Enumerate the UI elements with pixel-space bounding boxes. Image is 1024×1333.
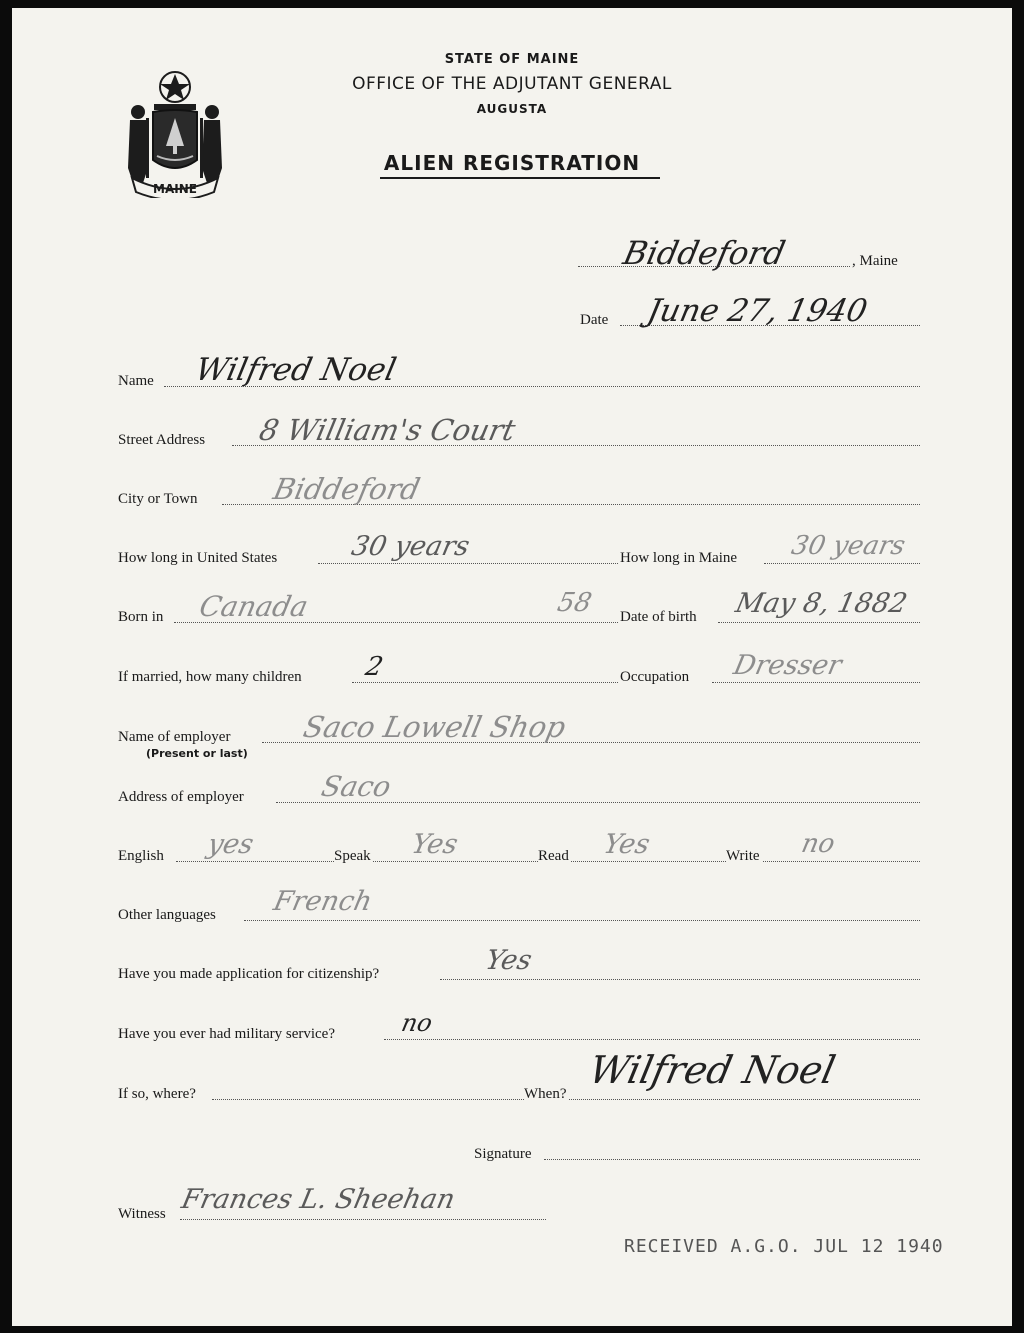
born-in-label: Born in (118, 609, 164, 625)
write-label: Write (726, 848, 760, 864)
age-entry: 58 (554, 588, 595, 618)
how-long-us-label: How long in United States (118, 550, 278, 566)
form-title: ALIEN REGISTRATION (383, 151, 641, 175)
name-label: Name (118, 373, 154, 389)
occupation-entry: Dresser (730, 650, 845, 681)
employer-address-label: Address of employer (118, 789, 244, 805)
children-entry: 2 (362, 652, 386, 682)
how-long-us-entry: 30 years (348, 531, 473, 562)
children-label: If married, how many children (118, 669, 302, 685)
city-entry: Biddeford (270, 472, 424, 506)
write-entry: no (798, 829, 838, 859)
seal-banner-text: MAINE (153, 182, 197, 196)
signature-entry: Wilfred Noel (585, 1048, 840, 1092)
citizenship-entry: Yes (482, 945, 535, 976)
received-stamp: RECEIVED A.G.O. JUL 12 1940 (624, 1236, 944, 1257)
military-entry: no (399, 1009, 435, 1037)
occupation-label: Occupation (620, 669, 690, 685)
town-entry: Biddeford (619, 234, 789, 272)
street-entry: 8 William's Court (256, 413, 519, 447)
where-label: If so, where? (118, 1086, 196, 1102)
signature-label: Signature (474, 1146, 532, 1162)
other-languages-label: Other languages (118, 907, 216, 923)
speak-entry: Yes (408, 829, 461, 860)
when-label: When? (524, 1086, 567, 1102)
city-label: City or Town (118, 491, 198, 507)
state-heading: STATE OF MAINE (444, 52, 580, 67)
other-languages-entry: French (270, 886, 375, 917)
street-label: Street Address (118, 432, 206, 448)
how-long-maine-label: How long in Maine (620, 550, 738, 566)
employer-label: Name of employer (118, 729, 231, 745)
registration-form (12, 8, 1012, 1326)
dob-label: Date of birth (620, 609, 697, 625)
witness-entry: Frances L. Sheehan (178, 1184, 458, 1215)
city-heading: AUGUSTA (476, 102, 548, 116)
read-entry: Yes (600, 829, 653, 860)
speak-label: Speak (334, 848, 371, 864)
read-label: Read (538, 848, 569, 864)
dob-entry: May 8, 1882 (732, 588, 910, 619)
employer-entry: Saco Lowell Shop (300, 710, 569, 744)
title-underline (380, 177, 660, 179)
date-entry: June 27, 1940 (644, 293, 871, 329)
office-heading: OFFICE OF THE ADJUTANT GENERAL (352, 74, 672, 94)
english-label: English (118, 848, 164, 864)
born-in-entry: Canada (196, 590, 311, 623)
english-entry: yes (204, 829, 257, 860)
employer-note: (Present or last) (146, 745, 250, 763)
name-entry: Wilfred Noel (192, 352, 400, 388)
maine-label: , Maine (852, 253, 898, 269)
military-label: Have you ever had military service? (118, 1026, 335, 1042)
witness-label: Witness (118, 1206, 166, 1222)
employer-address-entry: Saco (318, 770, 394, 803)
date-label: Date (580, 312, 609, 328)
citizenship-label: Have you made application for citizenship? (118, 966, 380, 982)
how-long-maine-entry: 30 years (788, 531, 908, 561)
